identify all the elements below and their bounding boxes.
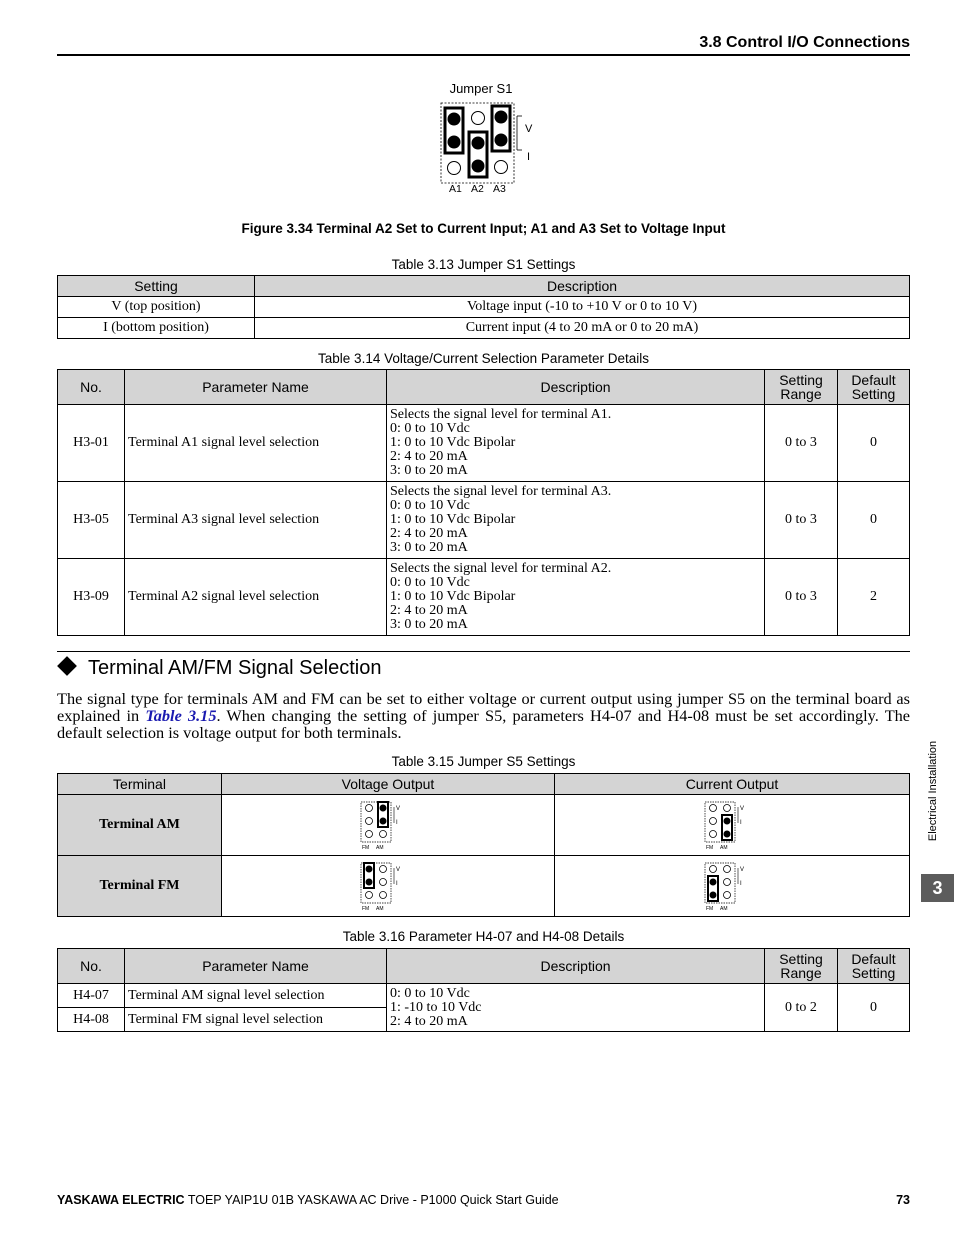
svg-text:I: I — [396, 881, 398, 887]
cell-no: H3-09 — [58, 559, 125, 636]
cell-setting-range: 0 to 3 — [765, 405, 838, 482]
cell-description: Voltage input (-10 to +10 V or 0 to 10 V) — [255, 297, 910, 318]
svg-text:V: V — [396, 867, 401, 873]
col-header-no: No. — [58, 370, 125, 405]
svg-text:I: I — [740, 820, 742, 826]
cell-setting: I (bottom position) — [58, 318, 255, 339]
footer-brand: YASKAWA ELECTRIC — [57, 1193, 185, 1207]
col-header-parameter-name: Parameter Name — [125, 370, 387, 405]
col-header-no: No. — [58, 949, 125, 984]
cell-parameter-name: Terminal FM signal level selection — [125, 1008, 387, 1032]
jumper-s5-am-current-icon — [702, 799, 762, 851]
table-row — [58, 297, 910, 318]
cell-default-setting: 0 — [838, 482, 910, 559]
svg-text:FM: FM — [706, 906, 714, 912]
cell-no: H3-01 — [58, 405, 125, 482]
cell-description: Selects the signal level for terminal A2. 0: 0 to 10 Vdc 1: 0 to 10 Vdc Bipolar 2: 4 to 20 mA 3: 0 to 20 mA — [387, 559, 765, 636]
cell-default-setting: 0 — [838, 405, 910, 482]
diamond-bullet-icon — [57, 656, 77, 676]
cell-terminal: Terminal FM — [58, 856, 222, 917]
table-row — [58, 405, 910, 482]
col-header-parameter-name: Parameter Name — [125, 949, 387, 984]
col-header-terminal: Terminal — [58, 774, 222, 795]
cell-current-output — [555, 795, 910, 856]
table-row — [58, 984, 910, 1008]
col-header-description: Description — [387, 949, 765, 984]
figure-s1-pin-a1: A1 — [449, 183, 462, 195]
cell-description: 0: 0 to 10 Vdc 1: -10 to 10 Vdc 2: 4 to 20 mA — [387, 984, 765, 1032]
cell-default-setting: 2 — [838, 559, 910, 636]
header-rule — [57, 54, 910, 56]
chapter-side-label: Electrical Installation — [927, 740, 939, 842]
cell-parameter-name: Terminal A3 signal level selection — [125, 482, 387, 559]
col-header-voltage-output: Voltage Output — [222, 774, 555, 795]
col-header-description: Description — [387, 370, 765, 405]
section-header: 3.8 Control I/O Connections — [699, 34, 910, 51]
body-paragraph: The signal type for terminals AM and FM can be set to either voltage or current output using jumper S5 on the terminal board as explained in Table 3.15. When changing the setting of jumper S5, parameters H4-07 and H4-08 must be set accordingly. The default selection is voltage output for both terminals. — [57, 689, 911, 742]
cell-current-output — [555, 856, 910, 917]
col-header-setting-range: Setting Range — [765, 370, 838, 405]
table-3-14-caption: Table 3.14 Voltage/Current Selection Parameter Details — [318, 351, 649, 366]
table-3-15-caption: Table 3.15 Jumper S5 Settings — [391, 754, 576, 769]
table-row — [58, 856, 910, 917]
col-header-setting-range: Setting Range — [765, 949, 838, 984]
col-header-default-setting: Default Setting — [838, 370, 910, 405]
table-3-15 — [57, 773, 910, 917]
cell-no: H4-07 — [58, 984, 125, 1008]
table-row — [58, 318, 910, 339]
table-row — [58, 559, 910, 636]
table-3-15-link[interactable]: Table 3.15 — [145, 706, 217, 725]
cell-description: Selects the signal level for terminal A1. 0: 0 to 10 Vdc 1: 0 to 10 Vdc Bipolar 2: 4 to 20 mA 3: 0 to 20 mA — [387, 405, 765, 482]
col-header-default-setting: Default Setting — [838, 949, 910, 984]
page-footer — [57, 1193, 910, 1207]
figure-s1-pin-a3: A3 — [493, 183, 506, 195]
table-3-14 — [57, 369, 910, 636]
cell-parameter-name: Terminal AM signal level selection — [125, 984, 387, 1008]
table-row — [58, 795, 910, 856]
jumper-s5-am-voltage-icon — [358, 799, 418, 851]
svg-text:AM: AM — [376, 845, 384, 851]
svg-text:V: V — [396, 806, 401, 812]
cell-default-setting: 0 — [838, 984, 910, 1032]
figure-s1-label-v: V — [525, 123, 533, 135]
section-rule — [57, 651, 910, 652]
table-3-13 — [57, 275, 910, 339]
table-3-16 — [57, 948, 910, 1032]
cell-setting-range: 0 to 3 — [765, 482, 838, 559]
cell-setting-range: 0 to 3 — [765, 559, 838, 636]
cell-voltage-output — [222, 795, 555, 856]
col-header-current-output: Current Output — [555, 774, 910, 795]
cell-setting-range: 0 to 2 — [765, 984, 838, 1032]
cell-parameter-name: Terminal A1 signal level selection — [125, 405, 387, 482]
jumper-s5-fm-current-icon — [702, 860, 762, 912]
jumper-s1-diagram — [438, 80, 538, 195]
page-number: 73 — [896, 1193, 910, 1207]
figure-s1-title: Jumper S1 — [449, 81, 513, 96]
svg-text:FM: FM — [706, 845, 714, 851]
section-title: Terminal AM/FM Signal Selection — [57, 657, 381, 680]
cell-no: H4-08 — [58, 1008, 125, 1032]
svg-text:AM: AM — [720, 906, 728, 912]
chapter-tab[interactable]: 3 — [921, 874, 954, 902]
svg-text:I: I — [740, 881, 742, 887]
cell-voltage-output — [222, 856, 555, 917]
svg-text:FM: FM — [362, 845, 370, 851]
svg-text:FM: FM — [362, 906, 370, 912]
col-header-setting: Setting — [58, 276, 255, 297]
svg-text:AM: AM — [720, 845, 728, 851]
svg-text:V: V — [740, 867, 745, 873]
jumper-s5-fm-voltage-icon — [358, 860, 418, 912]
cell-description: Selects the signal level for terminal A3. 0: 0 to 10 Vdc 1: 0 to 10 Vdc Bipolar 2: 4 to 20 mA 3: 0 to 20 mA — [387, 482, 765, 559]
cell-setting: V (top position) — [58, 297, 255, 318]
col-header-description: Description — [255, 276, 910, 297]
figure-s1-pin-a2: A2 — [471, 183, 484, 195]
table-row — [58, 482, 910, 559]
svg-text:I: I — [396, 820, 398, 826]
footer-doc-title: TOEP YAIP1U 01B YASKAWA AC Drive - P1000 Quick Start Guide — [184, 1193, 559, 1207]
cell-no: H3-05 — [58, 482, 125, 559]
cell-description: Current input (4 to 20 mA or 0 to 20 mA) — [255, 318, 910, 339]
svg-text:AM: AM — [376, 906, 384, 912]
table-3-16-caption: Table 3.16 Parameter H4-07 and H4-08 Details — [342, 929, 625, 944]
cell-parameter-name: Terminal A2 signal level selection — [125, 559, 387, 636]
table-3-13-caption: Table 3.13 Jumper S1 Settings — [391, 257, 576, 272]
figure-s1-label-i: I — [527, 151, 531, 163]
svg-text:V: V — [740, 806, 745, 812]
cell-terminal: Terminal AM — [58, 795, 222, 856]
figure-caption: Figure 3.34 Terminal A2 Set to Current Input; A1 and A3 Set to Voltage Input — [241, 221, 726, 236]
